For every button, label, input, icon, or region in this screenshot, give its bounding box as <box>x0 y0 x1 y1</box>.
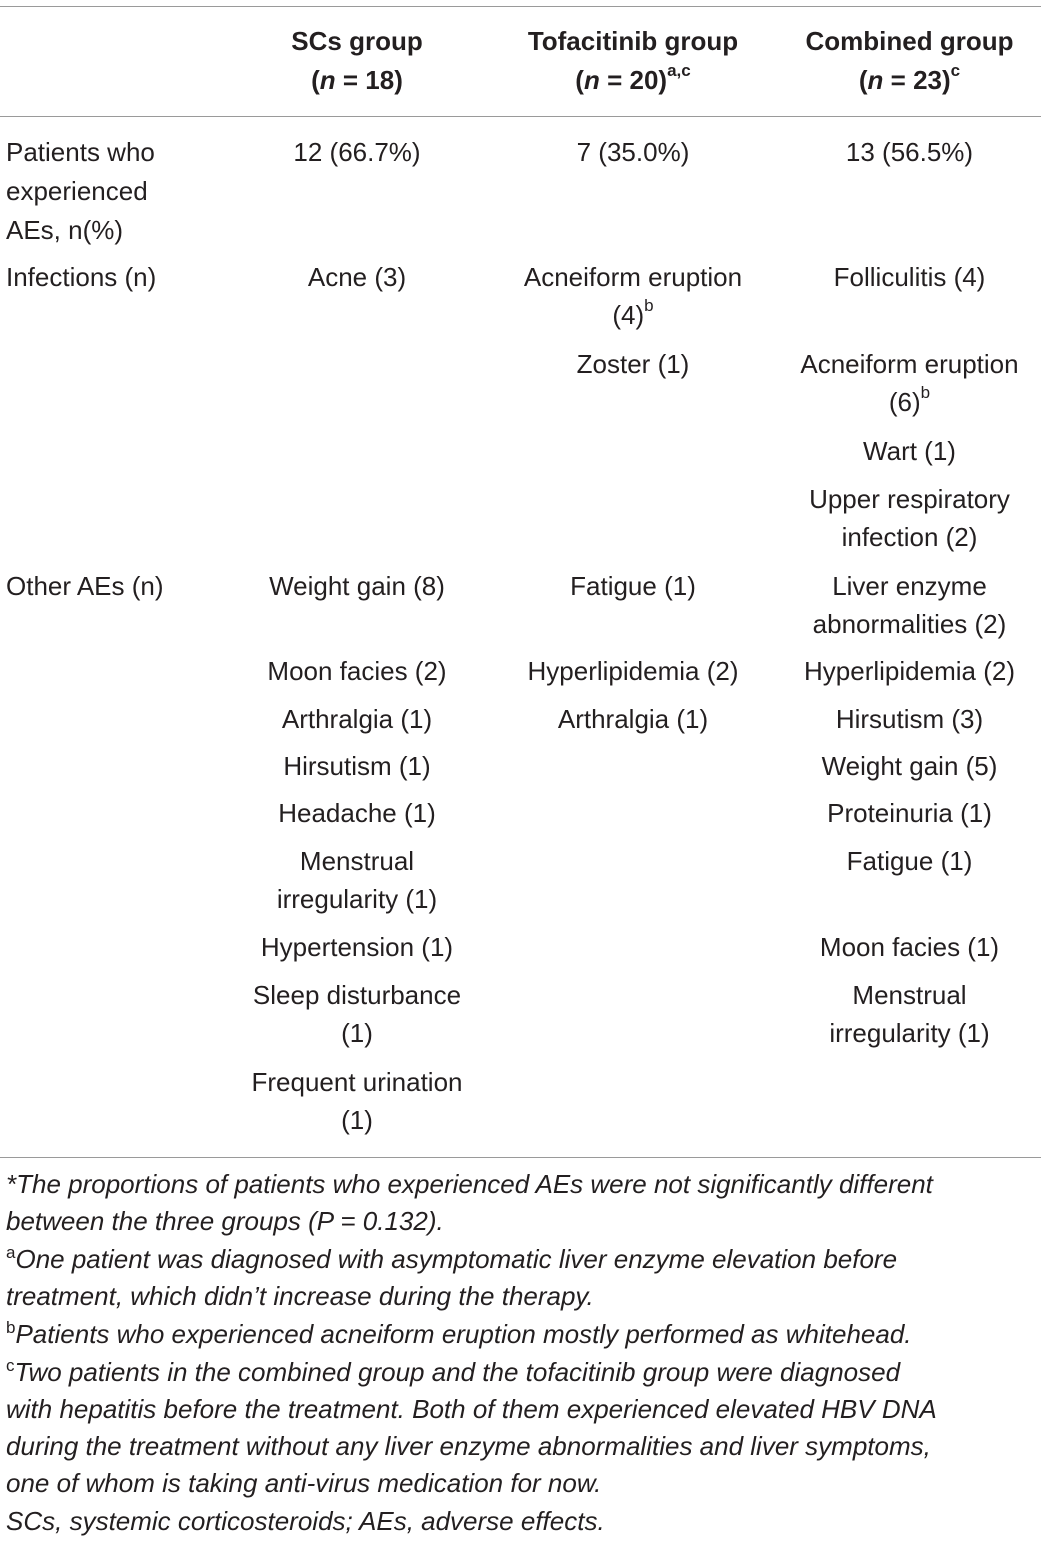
cell-other-sc-menstrual: Menstrual irregularity (1) <box>276 846 438 914</box>
cell-other-combined-moon-facies: Moon facies (1) <box>819 932 1000 962</box>
bottom-rule <box>0 1157 1041 1158</box>
cell-other-sc-hypertension: Hypertension (1) <box>260 932 454 962</box>
cell-infections-tofacitinib-zoster: Zoster (1) <box>576 349 690 379</box>
cell-other-sc-urination: Frequent urination (1) <box>251 1067 463 1135</box>
header-sc-group: SCs group (n = 18) <box>291 26 423 95</box>
cell-other-combined-proteinuria: Proteinuria (1) <box>827 798 992 828</box>
cell-other-sc-arthralgia: Arthralgia (1) <box>281 704 433 734</box>
cell-other-combined-fatigue: Fatigue (1) <box>846 846 973 876</box>
cell-other-tofacitinib-fatigue: Fatigue (1) <box>570 571 696 601</box>
row-label-patients: Patients who experienced AEs, n(%) <box>6 137 155 245</box>
cell-infections-tofacitinib-acneiform: Acneiform eruption $(4)^b$ <box>523 262 743 330</box>
row-label-infections: Infections (n) <box>6 262 157 292</box>
cell-other-tofacitinib-arthralgia: Arthralgia (1) <box>557 704 709 734</box>
footnote-b: $^b$Patients who experienced acneiform eruption mostly performed as whitehead. <box>6 1318 912 1349</box>
cell-patients-sc: 12 (66.7%) <box>293 137 421 167</box>
cell-infections-sc: Acne (3) <box>307 262 407 292</box>
row-label-other-aes: Other AEs (n) <box>6 571 164 601</box>
cell-infections-combined-folliculitis: Folliculitis (4) <box>833 262 986 292</box>
cell-patients-tofacitinib: 7 (35.0%) <box>576 137 690 167</box>
cell-other-combined-liver: Liver enzyme abnormalities (2) <box>812 571 1007 639</box>
cell-other-combined-menstrual: Menstrual irregularity (1) <box>829 980 990 1048</box>
cell-other-tofacitinib-hyperlipidemia: Hyperlipidemia (2) <box>527 656 739 686</box>
header-rule <box>0 116 1041 117</box>
cell-infections-combined-acneiform: Acneiform eruption $(6)^b$ <box>800 349 1019 417</box>
cell-other-combined-weight-gain: Weight gain (5) <box>821 751 998 781</box>
cell-other-combined-hirsutism: Hirsutism (3) <box>835 704 984 734</box>
footnote-abbreviations: SCs, systemic corticosteroids; AEs, adverse effects. <box>6 1506 605 1536</box>
footnote-c: $^c$Two patients in the combined group and the tofacitinib group were diagnosed with hepatitis before the treatment. Both of them experienced elevated HBV DNA during the treatment without any liver enzyme abnormalities and liver symptoms, one of whom is taking anti-virus medication for now. <box>6 1356 937 1498</box>
cell-infections-combined-wart: Wart (1) <box>863 436 956 466</box>
cell-other-sc-sleep: Sleep disturbance (1) <box>252 980 462 1048</box>
cell-other-sc-moon-facies: Moon facies (2) <box>267 656 447 686</box>
header-combined-group: Combined group (n = 23)$^c$ <box>805 26 1014 95</box>
cell-other-sc-hirsutism: Hirsutism (1) <box>283 751 431 781</box>
cell-other-sc-weight-gain: Weight gain (8) <box>269 571 445 601</box>
cell-other-combined-hyperlipidemia: Hyperlipidemia (2) <box>804 656 1015 686</box>
header-tofacitinib-group: Tofacitinib group (n = 20)$^{a,c}$ <box>527 26 739 95</box>
cell-patients-combined: 13 (56.5%) <box>845 137 974 167</box>
footnote-significance: *The proportions of patients who experienced AEs were not significantly different between the three groups (P = 0.132). <box>6 1169 933 1236</box>
cell-infections-combined-uri: Upper respiratory infection (2) <box>809 484 1010 552</box>
footnote-a: $^a$One patient was diagnosed with asymptomatic liver enzyme elevation before treatment, which didn’t increase during the therapy. <box>6 1243 898 1311</box>
top-rule <box>0 6 1041 7</box>
cell-other-sc-headache: Headache (1) <box>278 798 436 828</box>
